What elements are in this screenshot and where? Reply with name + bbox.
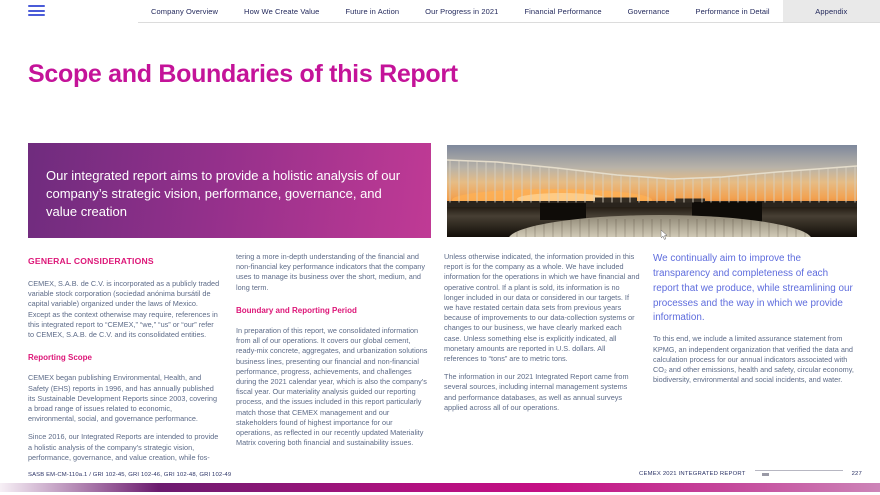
body-paragraph: CEMEX began publishing Environmental, Health, and Safety (EHS) reports in 1996, and has annually published its Sustainable Development Reports since 2003, covering a broad range of issues related to economic, environmental, social, and governance performance. bbox=[28, 373, 218, 424]
hamburger-menu-icon[interactable] bbox=[28, 5, 45, 18]
body-paragraph: CEMEX, S.A.B. de C.V. is incorporated as a publicly traded variable stock corporation (sociedad anónima bursátil de capital variable) organized under the laws of Mexico. Except as the context otherwise may require, references in this integrated report to “CEMEX,” “we,” “us” or “our” refer to CEMEX, S.A.B. de C.V. and its consolidated entities. bbox=[28, 279, 220, 340]
mouse-cursor bbox=[661, 230, 668, 240]
footer-standards-reference: SASB EM-CM-110a.1 / GRI 102-45, GRI 102-46, GRI 102-48, GRI 102-49 bbox=[28, 472, 232, 478]
subsection-heading-reporting-scope: Reporting Scope bbox=[28, 353, 93, 363]
nav-tab-financial-performance[interactable]: Financial Performance bbox=[524, 6, 602, 16]
nav-tab-appendix[interactable]: Appendix bbox=[783, 0, 880, 22]
column-general-considerations bbox=[28, 252, 220, 471]
body-paragraph: The information in our 2021 Integrated Report came from several sources, including internal management systems and performance databases, as well as annual surveys applied across all of our operations. bbox=[444, 372, 629, 412]
page-scrubber[interactable] bbox=[755, 470, 843, 477]
nav-tab-our-progress-in-2021[interactable]: Our Progress in 2021 bbox=[425, 6, 499, 16]
body-paragraph: tering a more in-depth understanding of the financial and non-financial key performance indicators that the company uses to manage its business over the short, medium, and long term. bbox=[236, 252, 426, 292]
page-scrubber-handle[interactable] bbox=[762, 473, 769, 476]
bottom-gradient-bar bbox=[0, 483, 880, 492]
body-paragraph: To this end, we include a limited assurance statement from KPMG, an independent organization that verified the data and calculation process for our annual indicators associated with CO₂ and other emissions, health and safety, circular economy, biodiversity, environmental and social incidents, and water. bbox=[653, 334, 854, 385]
top-nav-bar bbox=[0, 0, 880, 22]
page-title: Scope and Boundaries of this Report bbox=[28, 60, 458, 88]
footer-right bbox=[639, 470, 862, 477]
nav-tab-governance[interactable]: Governance bbox=[627, 6, 670, 16]
subsection-heading-boundary-period: Boundary and Reporting Period bbox=[236, 305, 357, 315]
body-paragraph: Since 2016, our Integrated Reports are intended to provide a holistic analysis of the company’s strategic vision, performance, governance, and value creation, while fos- bbox=[28, 432, 219, 462]
highlight-statement: We continually aim to improve the transparency and completeness of each report that we produce, while streamlining our processes and the way in which we provide information. bbox=[653, 253, 853, 324]
nav-tab-future-in-action[interactable]: Future in Action bbox=[345, 6, 400, 16]
body-paragraph: Unless otherwise indicated, the information provided in this report is for the company as a whole. We have included information for the operations in which we have financial and operative control. If a plant is sold, its information is no longer included in our data or considered in our targets. If we have restated certain data sets from previous years because of improvements to our data-collection systems or changes to our business, we have clearly marked each case. Unless something else is explicitly indicated, all monetary amounts are reported in U.S. dollars. All references to “tons” are to metric tons. bbox=[444, 252, 640, 364]
column-report-information bbox=[444, 252, 640, 421]
section-heading: GENERAL CONSIDERATIONS bbox=[28, 256, 154, 266]
footer-report-title: CEMEX 2021 INTEGRATED REPORT bbox=[639, 470, 746, 477]
footer-page-number: 227 bbox=[851, 470, 862, 477]
nav-tab-performance-in-detail[interactable]: Performance in Detail bbox=[695, 6, 770, 16]
intro-banner bbox=[28, 143, 431, 238]
nav-tabs bbox=[138, 0, 880, 23]
nav-tab-company-overview[interactable]: Company Overview bbox=[151, 6, 219, 16]
column-boundary-reporting-period bbox=[236, 252, 428, 456]
hero-photo bbox=[447, 145, 857, 237]
body-paragraph: In preparation of this report, we consolidated information from all of our operations. It covers our global cement, ready-mix concrete, aggregates, and urbanization solutions business lines, presenting our financial and non-financial performance, progress, achievements, and challenges during the 2021 calendar year, which is also the company’s fiscal year. Our materiality analysis guided our reporting process, and the issues included in this report particularly match those that CEMEX management and our stakeholders found of highest importance for our operations, as reflected in our recently updated Materiality Matrix covering both financial and sustainability issues. bbox=[236, 326, 428, 448]
nav-tab-how-we-create-value[interactable]: How We Create Value bbox=[244, 6, 320, 16]
column-assurance bbox=[653, 252, 855, 393]
intro-banner-text: Our integrated report aims to provide a holistic analysis of our company’s strategic vision, performance, governance, and value creation bbox=[46, 168, 401, 219]
